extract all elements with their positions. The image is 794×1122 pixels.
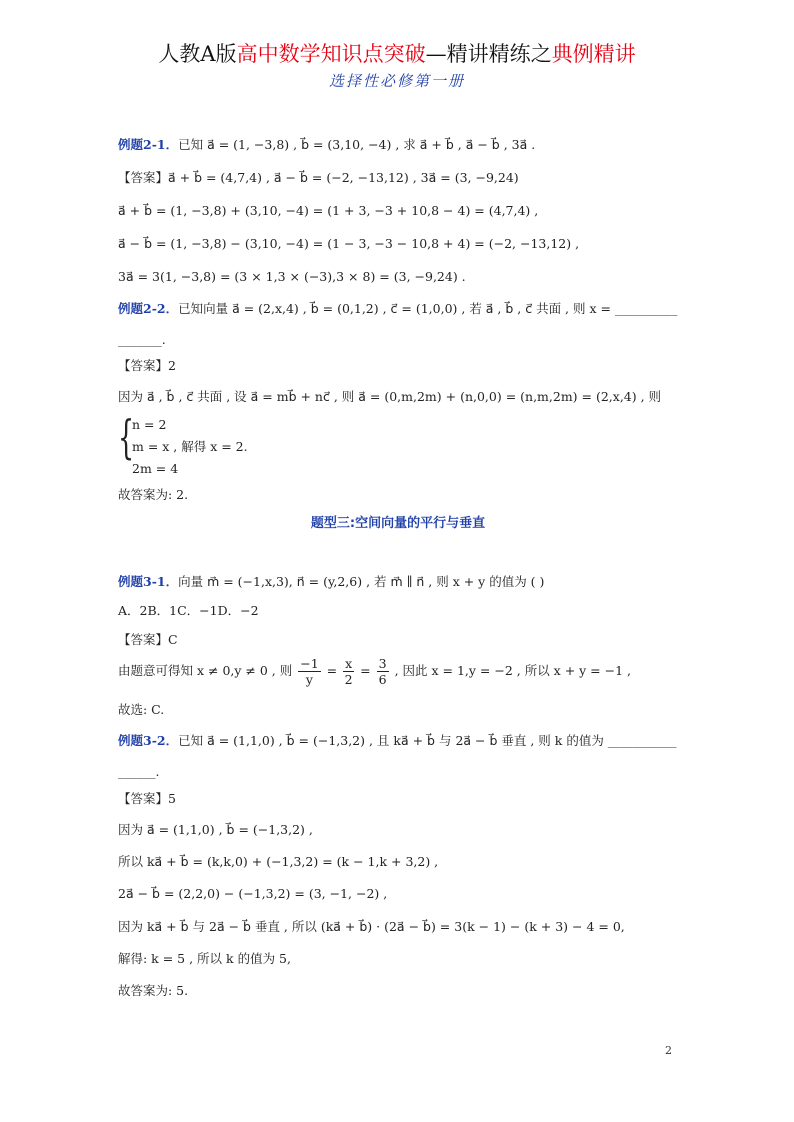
conclusion-line: 故选: C. (118, 702, 165, 717)
choice-options: A．2B．1C．−1D．−2 (118, 603, 259, 618)
numerator: x (345, 656, 353, 671)
fraction (298, 656, 320, 687)
answer-line: 【答案】2 (118, 358, 176, 373)
system-row: 2m = 4 (132, 461, 179, 476)
blank-continuation: ______. (118, 764, 160, 779)
brace-symbol: { (118, 410, 135, 464)
page-number: 2 (665, 1044, 672, 1057)
fraction (343, 656, 354, 687)
title-part-publisher: 人教A版 (158, 42, 237, 66)
title-part-topic: 高中数学知识点突破 (236, 42, 426, 66)
example-label: 例题3-1． (118, 574, 179, 589)
conclusion-line: 故答案为: 5. (118, 983, 189, 998)
denominator: 2 (344, 672, 353, 687)
denominator: 6 (378, 672, 387, 687)
answer-line: 【答案】5 (118, 791, 176, 806)
blank-continuation: _______. (118, 332, 166, 347)
example-label: 例题3-2． (118, 733, 179, 748)
system-row: n = 2 (132, 417, 167, 432)
equation-system (118, 410, 418, 480)
example-3-2-question (118, 732, 677, 750)
system-row: m = x , 解得 x = 2. (132, 439, 248, 454)
equals-sign: = (326, 663, 338, 678)
example-label: 例题2-2． (118, 301, 179, 316)
question-text: 向量 m⃗ = (−1,x,3), n⃗ = (y,2,6) , 若 m⃗ ∥ n⃗ , 则 x + y 的值为 ( ) (178, 574, 545, 589)
solution-line: a⃗ − b⃗ = (1, −3,8) − (3,10, −4) = (1 − 3, −3 − 10,8 + 4) = (−2, −13,12) , (118, 236, 580, 251)
question-text: 已知向量 a⃗ = (2,x,4) , b⃗ = (0,1,2) , c⃗ = (1,0,0) , 若 a⃗ , b⃗ , c⃗ 共面 , 则 x = __________ (178, 301, 678, 316)
numerator: −1 (300, 656, 319, 671)
example-2-2-question (118, 300, 677, 318)
answer-line: 【答案】C (118, 632, 178, 647)
system-rows (132, 414, 248, 480)
section-heading: 题型三:空间向量的平行与垂直 (310, 516, 486, 531)
page-header (0, 40, 794, 91)
question-text: 已知 a⃗ = (1,1,0) , b⃗ = (−1,3,2) , 且 ka⃗ + b⃗ 与 2a⃗ − b⃗ 垂直 , 则 k 的值为 ___________ (178, 733, 677, 748)
answer-line: 【答案】a⃗ + b⃗ = (4,7,4) , a⃗ − b⃗ = (−2, −13,12) , 3a⃗ = (3, −9,24) (118, 170, 519, 185)
solution-text: , 因此 x = 1,y = −2 , 所以 x + y = −1 , (394, 663, 632, 678)
solution-line: 2a⃗ − b⃗ = (2,2,0) − (−1,3,2) = (3, −1, −2) , (118, 886, 388, 901)
solution-line-with-fractions (118, 656, 631, 687)
solution-line: 解得: k = 5 , 所以 k 的值为 5, (118, 951, 291, 966)
example-3-1-question (118, 573, 544, 591)
solution-line: a⃗ + b⃗ = (1, −3,8) + (3,10, −4) = (1 + 3, −3 + 10,8 − 4) = (4,7,4) , (118, 203, 539, 218)
example-label: 例题2-1． (118, 137, 179, 152)
page-title (0, 40, 794, 68)
solution-line: 3a⃗ = 3(1, −3,8) = (3 × 1,3 × (−3),3 × 8) = (3, −9,24) . (118, 269, 466, 284)
example-2-1-question (118, 136, 535, 154)
page-subtitle: 选择性必修第一册 (328, 72, 465, 90)
title-part-series: —精讲精练之 (425, 42, 552, 66)
solution-line: 所以 ka⃗ + b⃗ = (k,k,0) + (−1,3,2) = (k − 1,k + 3,2) , (118, 854, 439, 869)
solution-line: 因为 ka⃗ + b⃗ 与 2a⃗ − b⃗ 垂直 , 所以 (ka⃗ + b⃗) · (2a⃗ − b⃗) = 3(k − 1) − (k + 3) − 4 = 0, (118, 919, 625, 934)
solution-line: 因为 a⃗ , b⃗ , c⃗ 共面 , 设 a⃗ = mb⃗ + nc⃗ , 则 a⃗ = (0,m,2m) + (n,0,0) = (n,m,2m) = (2,x,4) , 则 (118, 389, 662, 404)
denominator: y (305, 672, 313, 687)
fraction (377, 656, 389, 687)
question-text: 已知 a⃗ = (1, −3,8) , b⃗ = (3,10, −4) , 求 a⃗ + b⃗ , a⃗ − b⃗ , 3a⃗ . (178, 137, 536, 152)
conclusion-line: 故答案为: 2. (118, 487, 189, 502)
numerator: 3 (378, 656, 387, 671)
solution-text: 由题意可得知 x ≠ 0,y ≠ 0 , 则 (118, 663, 293, 678)
title-part-type: 典例精讲 (551, 42, 636, 66)
equals-sign: = (360, 663, 371, 678)
solution-line: 因为 a⃗ = (1,1,0) , b⃗ = (−1,3,2) , (118, 822, 313, 837)
